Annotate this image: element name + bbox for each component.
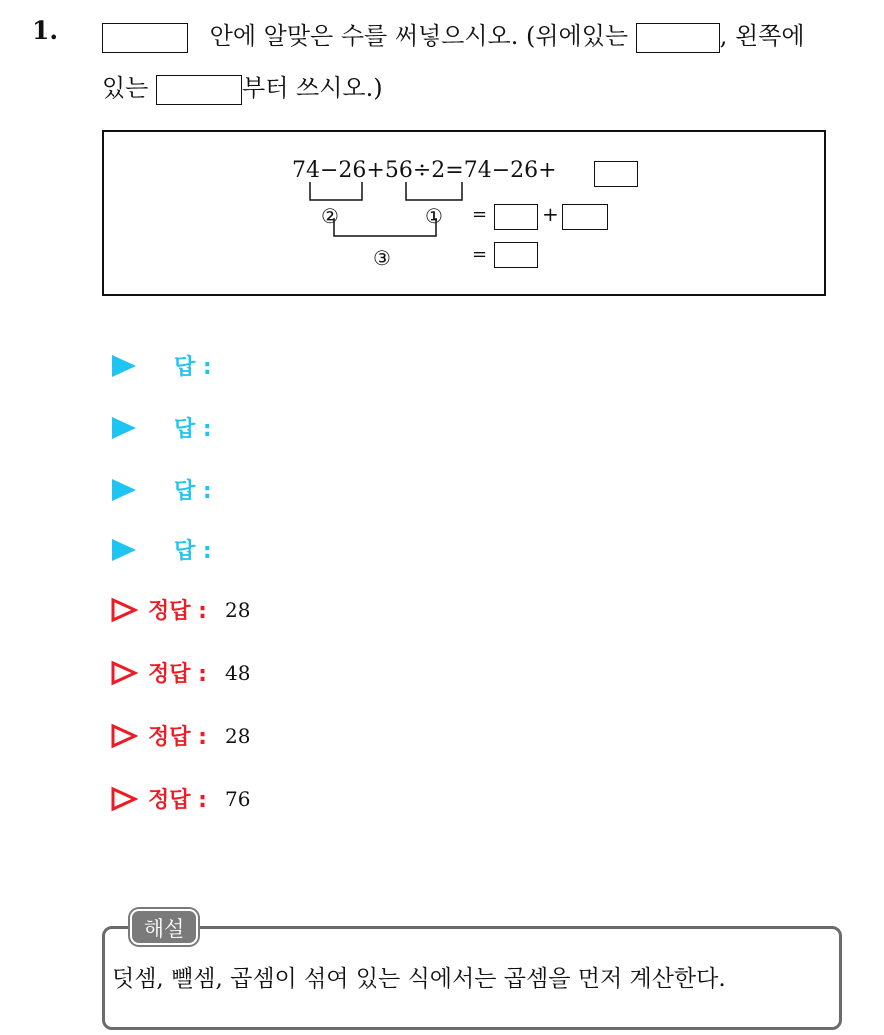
bracket-divide — [406, 182, 462, 200]
answer-row — [112, 474, 212, 505]
solution-label: 정답 : — [148, 788, 207, 813]
explanation-text: 덧셈, 뺄셈, 곱셈이 섞여 있는 식에서는 곱셈을 먼저 계산한다. — [112, 966, 726, 992]
solution-row — [110, 783, 250, 814]
question-text-1a: 안에 알맞은 수를 써넣으시오. (위에있는 — [209, 22, 629, 50]
plus-sign: + — [542, 202, 559, 226]
answer-label: 답 : — [174, 539, 212, 564]
solution-row — [110, 720, 250, 751]
answer-row — [112, 412, 212, 443]
step-marker-1: ① — [425, 204, 443, 228]
filled-triangle-icon — [112, 355, 136, 377]
answer-blank — [636, 23, 720, 53]
step-marker-2: ② — [321, 204, 339, 228]
question-line-1 — [102, 16, 805, 53]
answer-blank — [102, 23, 188, 53]
question-text-2a: 있는 — [102, 74, 149, 102]
solution-value: 28 — [224, 597, 251, 622]
outline-triangle-icon — [110, 723, 138, 749]
result-blank — [494, 204, 538, 230]
filled-triangle-icon — [112, 539, 136, 561]
equals-sign: = — [472, 244, 488, 265]
filled-triangle-icon — [112, 479, 136, 501]
answer-label: 답 : — [174, 355, 212, 380]
bracket-subtract — [310, 182, 362, 200]
answer-row — [112, 534, 212, 565]
outline-triangle-icon — [110, 597, 138, 623]
answer-label: 답 : — [174, 417, 212, 442]
solution-row — [110, 594, 250, 625]
bracket-add — [334, 218, 436, 236]
question-line-2 — [102, 68, 383, 105]
expression-text: 74−26+56÷2=74−26+ — [292, 158, 557, 183]
solution-label: 정답 : — [148, 725, 207, 750]
outline-triangle-icon — [110, 660, 138, 686]
answer-label: 답 : — [174, 479, 212, 504]
question-text-1b: , 왼쪽에 — [719, 22, 805, 50]
equals-sign: = — [472, 204, 488, 225]
result-blank — [562, 204, 608, 230]
solution-value: 28 — [224, 723, 251, 748]
expression-blank — [594, 161, 638, 187]
filled-triangle-icon — [112, 417, 136, 439]
solution-label: 정답 : — [148, 662, 207, 687]
final-blank — [494, 242, 538, 268]
solution-value: 48 — [224, 660, 251, 685]
explanation-tag: 해설 — [130, 909, 198, 945]
question-text-2b: 부터 쓰시오.) — [242, 74, 383, 102]
solution-row — [110, 657, 250, 688]
answer-row — [112, 350, 212, 381]
solution-label: 정답 : — [148, 599, 207, 624]
answer-blank — [156, 75, 242, 105]
question-number: 1. — [32, 16, 59, 45]
solution-value: 76 — [224, 786, 251, 811]
outline-triangle-icon — [110, 786, 138, 812]
step-marker-3: ③ — [373, 246, 391, 270]
